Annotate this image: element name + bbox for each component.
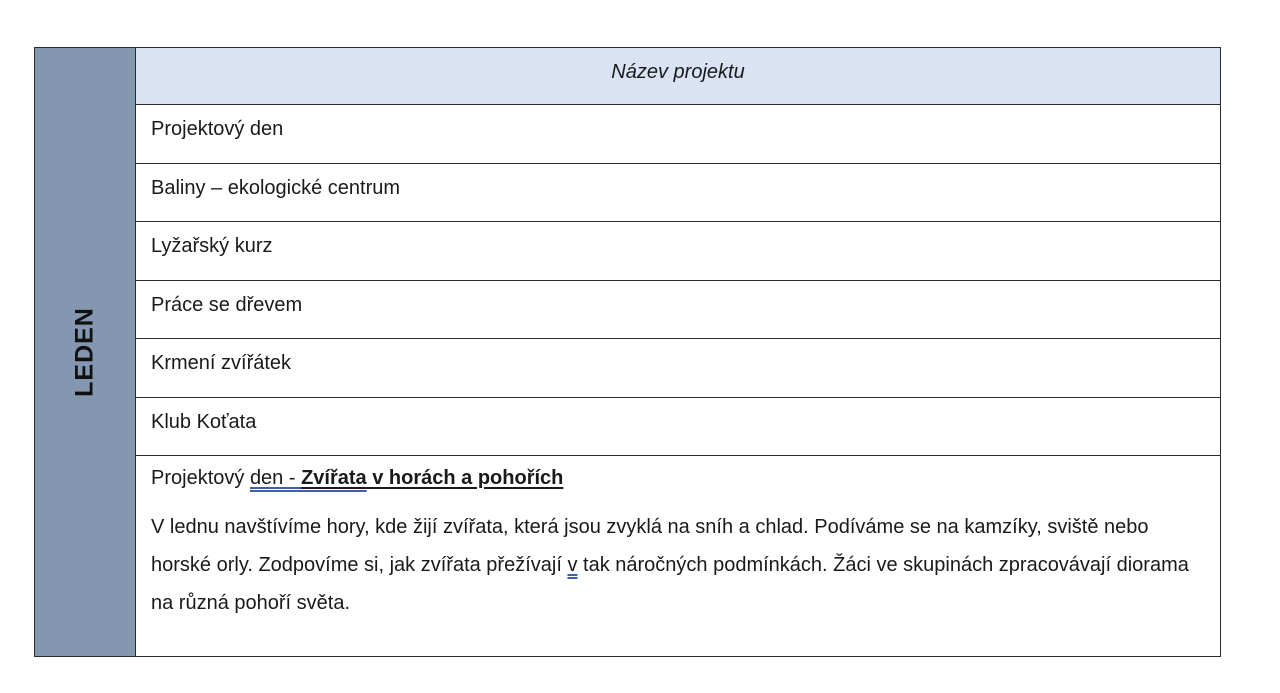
detail-title-bold-rest: v horách a pohořích <box>366 467 564 489</box>
detail-text-underlined: v <box>567 554 578 576</box>
table-row: Klub Koťata <box>136 398 1220 457</box>
detail-title-den: den - <box>249 467 302 489</box>
header-label: Název projektu <box>611 60 745 83</box>
detail-title-prefix: Projektový <box>151 467 250 489</box>
month-label: LEDEN <box>70 307 99 397</box>
detail-text-part1: V lednu navštívíme hory, kde žijí zvířata, která jsou zvyklá na sníh a chlad. Podíváme se na kamzíky, sviště nebo horské orly. Zodpovíme si, jak zvířata přežívají <box>151 516 1149 576</box>
detail-text-part2: tak náročných podmínkách. Žáci ve skupinách zpracovávají diorama na různá pohoří světa. <box>151 554 1189 614</box>
detail-title <box>151 466 1205 490</box>
table-row: Krmení zvířátek <box>136 339 1220 398</box>
detail-description <box>151 508 1201 622</box>
table-row: Lyžařský kurz <box>136 222 1220 281</box>
table-row: Práce se dřevem <box>136 281 1220 340</box>
month-column <box>35 48 136 656</box>
project-detail <box>136 456 1220 656</box>
detail-title-underlined <box>250 467 367 489</box>
detail-title-bold-word: Zvířata <box>301 467 367 489</box>
table-row: Projektový den <box>136 105 1220 164</box>
table-header <box>136 48 1220 105</box>
project-table <box>34 47 1221 657</box>
project-rows <box>136 48 1220 656</box>
table-row: Baliny – ekologické centrum <box>136 164 1220 223</box>
